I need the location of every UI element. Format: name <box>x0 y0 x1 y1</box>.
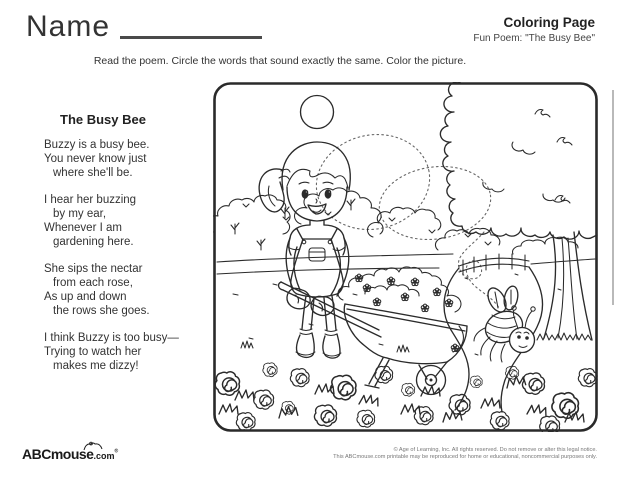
poem-line: Buzzy is a busy bee. <box>44 139 150 151</box>
poem-block <box>28 112 200 386</box>
legal-line-1: © Age of Learning, Inc. All rights reserved. Do not remove or alter this legal notice. <box>393 447 597 453</box>
poem-line: where she'll be. <box>53 167 133 179</box>
logo-mouse: mouse <box>50 446 94 462</box>
legal-notice <box>333 447 597 461</box>
page-subtitle: Fun Poem: "The Busy Bee" <box>473 33 595 44</box>
logo-registered-mark: ® <box>114 448 119 455</box>
instruction-text: Read the poem. Circle the words that sound exactly the same. Color the picture. <box>93 55 467 67</box>
poem-line: the rows she goes. <box>53 305 150 317</box>
abcmouse-logo <box>22 447 118 463</box>
header-right <box>473 15 595 44</box>
poem-stanza <box>28 138 200 180</box>
poem-line: I think Buzzy is too busy— <box>44 332 179 344</box>
poem-title: The Busy Bee <box>60 112 146 127</box>
legal-line-2: This ABCmouse.com printable may be reproduced for home or educational, noncommercial purposes only. <box>333 454 597 460</box>
poem-line: makes me dizzy! <box>53 360 139 372</box>
garden-scene-illustration <box>213 82 598 432</box>
poem-line: Whenever I am <box>44 222 122 234</box>
poem-line: from each rose, <box>53 277 133 289</box>
bee-head <box>510 328 535 353</box>
poem-stanza <box>28 193 200 249</box>
name-row <box>26 12 262 42</box>
poem-line: As up and down <box>44 291 127 303</box>
logo-abc: ABC <box>22 446 51 462</box>
picture-frame <box>215 84 597 431</box>
coloring-picture <box>213 82 598 432</box>
poem-line: gardening here. <box>53 236 134 248</box>
poem-line: by my ear, <box>53 208 107 220</box>
page-title: Coloring Page <box>503 15 595 30</box>
page-edge-artifact <box>612 90 614 305</box>
logo-tld: .com <box>93 451 115 461</box>
poem-line: I hear her buzzing <box>44 194 137 206</box>
poem-line: She sips the nectar <box>44 263 143 275</box>
name-label: Name <box>26 10 111 43</box>
poem-stanza <box>28 262 200 318</box>
poem-line: You never know just <box>44 153 147 165</box>
mouse-doodle-icon <box>82 441 104 451</box>
name-blank-line <box>120 36 262 39</box>
poem-stanza <box>28 331 200 373</box>
poem-line: Trying to watch her <box>44 346 142 358</box>
